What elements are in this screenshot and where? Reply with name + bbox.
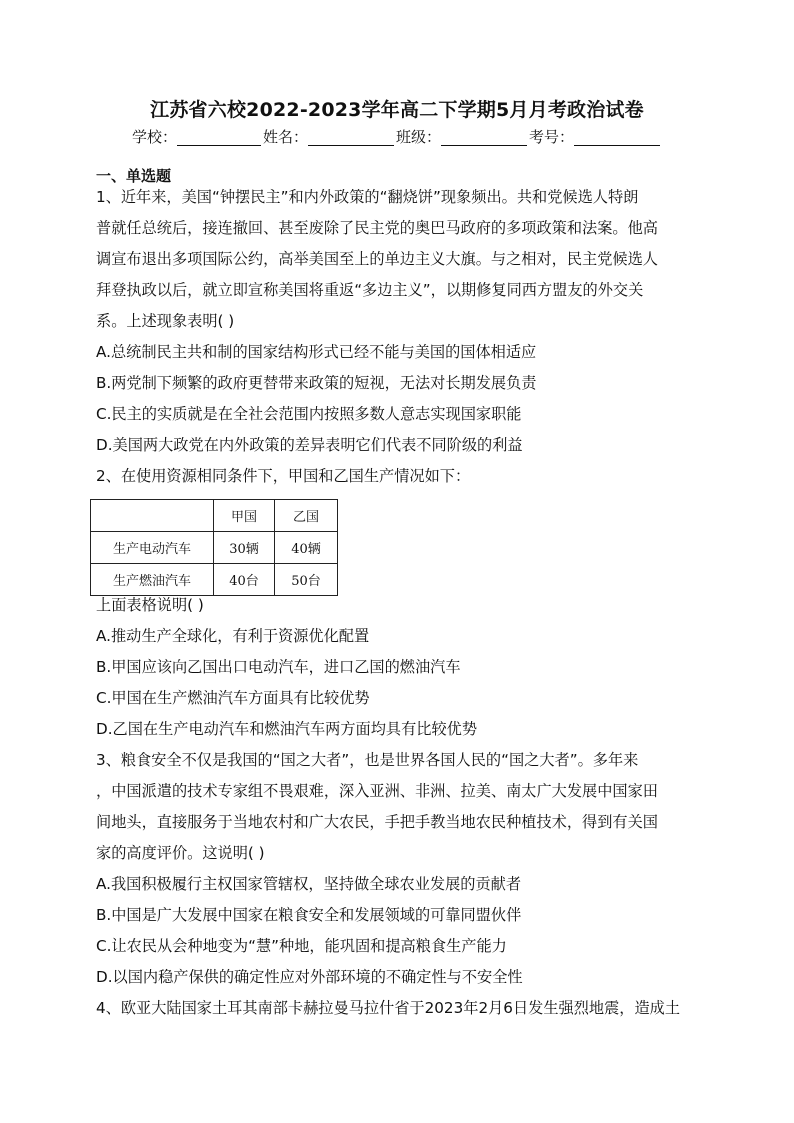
table-header-cell: 甲国 bbox=[214, 500, 275, 532]
question-2-options bbox=[96, 590, 698, 1024]
table-cell: 50台 bbox=[275, 564, 338, 596]
question-text-line: 家的高度评价。这说明( ) bbox=[96, 844, 265, 862]
table-header-cell: 乙国 bbox=[275, 500, 338, 532]
question-text-line: 3、粮食安全不仅是我国的“国之大者”，也是世界各国人民的“国之大者”。多年来 bbox=[96, 751, 639, 769]
table-cell: 40台 bbox=[214, 564, 275, 596]
option-a: A.推动生产全球化，有利于资源优化配置 bbox=[96, 627, 370, 645]
question-text-line: 调宣布退出多项国际公约，高举美国至上的单边主义大旗。与之相对，民主党候选人 bbox=[96, 250, 658, 268]
question-text-line: 1、近年来，美国“钟摆民主”和内外政策的“翻烧饼”现象频出。共和党候选人特朗 bbox=[96, 188, 639, 206]
table-cell: 生产燃油汽车 bbox=[91, 564, 214, 596]
option-b: B.甲国应该向乙国出口电动汽车，进口乙国的燃油汽车 bbox=[96, 658, 461, 676]
question-1 bbox=[96, 182, 698, 492]
option-d: D.乙国在生产电动汽车和燃油汽车两方面均具有比较优势 bbox=[96, 720, 478, 738]
section-heading: 一、单选题 bbox=[96, 167, 172, 185]
exam-number-label: 考号： bbox=[529, 128, 575, 146]
table-cell: 30辆 bbox=[214, 532, 275, 564]
name-label: 姓名： bbox=[262, 128, 308, 146]
class-blank[interactable] bbox=[441, 129, 527, 146]
option-d: D.以国内稳产保供的确定性应对外部环境的不确定性与不安全性 bbox=[96, 968, 523, 986]
question-text-line: 4、欧亚大陆国家土耳其南部卡赫拉曼马拉什省于2023年2月6日发生强烈地震，造成土 bbox=[96, 999, 681, 1017]
question-text-line: 拜登执政以后，就立即宣称美国将重返“多边主义”，以期修复同西方盟友的外交关 bbox=[96, 281, 644, 299]
option-c: C.甲国在生产燃油汽车方面具有比较优势 bbox=[96, 689, 370, 707]
table-header-cell bbox=[91, 500, 214, 532]
exam-number-blank[interactable] bbox=[574, 129, 660, 146]
option-c: C.民主的实质就是在全社会范围内按照多数人意志实现国家职能 bbox=[96, 405, 522, 423]
school-label: 学校： bbox=[131, 128, 177, 146]
student-info-line bbox=[0, 126, 794, 147]
table-header-row bbox=[91, 500, 338, 532]
production-table bbox=[90, 499, 338, 596]
table-cell: 生产电动汽车 bbox=[91, 532, 214, 564]
question-text-line: 2、在使用资源相同条件下，甲国和乙国生产情况如下： bbox=[96, 467, 471, 485]
option-d: D.美国两大政党在内外政策的差异表明它们代表不同阶级的利益 bbox=[96, 436, 523, 454]
option-a: A.总统制民主共和制的国家结构形式已经不能与美国的国体相适应 bbox=[96, 343, 537, 361]
question-text-line: ，中国派遣的技术专家组不畏艰难，深入亚洲、非洲、拉美、南太广大发展中国家田 bbox=[96, 782, 658, 800]
table-cell: 40辆 bbox=[275, 532, 338, 564]
school-blank[interactable] bbox=[177, 129, 261, 146]
option-a: A.我国积极履行主权国家管辖权，坚持做全球农业发展的贡献者 bbox=[96, 875, 522, 893]
question-text-line: 系。上述现象表明( ) bbox=[96, 312, 235, 330]
question-text-line: 间地头，直接服务于当地农村和广大农民，手把手教当地农民种植技术，得到有关国 bbox=[96, 813, 658, 831]
option-b: B.中国是广大发展中国家在粮食安全和发展领域的可靠同盟伙伴 bbox=[96, 906, 522, 924]
name-blank[interactable] bbox=[308, 129, 394, 146]
page-title: 江苏省六校2022-2023学年高二下学期5月月考政治试卷 bbox=[150, 99, 644, 121]
table-row bbox=[91, 532, 338, 564]
option-b: B.两党制下频繁的政府更替带来政策的短视，无法对长期发展负责 bbox=[96, 374, 537, 392]
question-text-line: 普就任总统后，接连撤回、甚至废除了民主党的奥巴马政府的多项政策和法案。他高 bbox=[96, 219, 658, 237]
class-label: 班级： bbox=[396, 128, 442, 146]
question-text-line: 上面表格说明( ) bbox=[96, 596, 204, 614]
option-c: C.让农民从会种地变为“慧”种地，能巩固和提高粮食生产能力 bbox=[96, 937, 507, 955]
